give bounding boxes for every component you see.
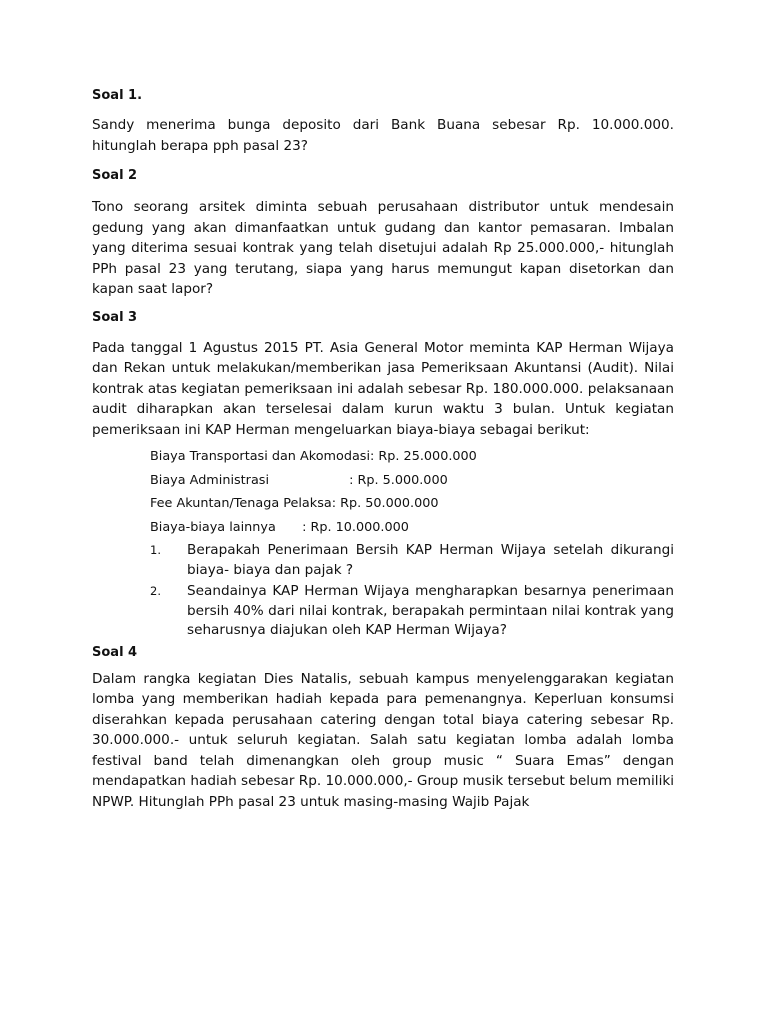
- cost-value: Rp. 50.000.000: [340, 496, 439, 511]
- cost-label: Biaya Transportasi dan Akomodasi:: [150, 449, 375, 464]
- cost-row-administrasi: [150, 469, 674, 493]
- document-page: [92, 86, 674, 812]
- question-number: 1.: [150, 543, 161, 557]
- soal-1-text: Sandy menerima bunga deposito dari Bank Buana sebesar Rp. 10.000.000. hitunglah berapa pph pasal 23?: [92, 117, 674, 154]
- cost-value: : Rp. 10.000.000: [302, 519, 409, 535]
- soal-4-heading: Soal 4: [92, 644, 138, 660]
- soal-2-text: Tono seorang arsitek diminta sebuah perusahaan distributor untuk mendesain gedung yang akan dimanfaatkan untuk gudang dan kantor pemasaran. Imbalan yang diterima sesuai kontrak yang telah disetujui adalah Rp 25.000.000,- hitunglah PPh pasal 23 yang terutang, siapa yang harus memungut kapan disetorkan dan kapan saat lapor?: [92, 199, 674, 297]
- cost-value: : Rp. 5.000.000: [349, 472, 448, 488]
- list-item: [150, 541, 674, 580]
- soal-1-heading: Soal 1.: [92, 88, 143, 103]
- cost-list: [150, 445, 674, 539]
- question-text: Berapakah Penerimaan Bersih KAP Herman Wijaya setelah dikurangi biaya- biaya dan pajak ?: [187, 542, 674, 578]
- soal-2-heading: Soal 2: [92, 168, 138, 183]
- cost-label: Biaya-biaya lainnya: [150, 519, 276, 535]
- soal-3-text: Pada tanggal 1 Agustus 2015 PT. Asia General Motor meminta KAP Herman Wijaya dan Rekan untuk melakukan/memberikan jasa Pemeriksaan Akuntansi (Audit). Nilai kontrak atas kegiatan pemeriksaan ini adalah sebesar Rp. 180.000.000. pelaksanaan audit diharapkan akan terselesai dalam kurun waktu 3 bulan. Untuk kegiatan pemeriksaan ini KAP Herman mengeluarkan biaya-biaya sebagai berikut:: [92, 339, 674, 438]
- list-item: [150, 582, 674, 641]
- cost-label: Fee Akuntan/Tenaga Pelaksa:: [150, 496, 337, 511]
- question-list: [150, 541, 674, 641]
- soal-4-text: Dalam rangka kegiatan Dies Natalis, sebuah kampus menyelenggarakan kegiatan lomba yang memberikan hadiah kepada para pemenangnya. Keperluan konsumsi diserahkan kepada perusahaan catering dengan total biaya catering sebesar Rp. 30.000.000.- untuk seluruh kegiatan. Salah satu kegiatan lomba adalah lomba festival band telah dimenangkan oleh group music “ Suara Emas” dengan mendapatkan hadiah sebesar Rp. 10.000.000,- Group musik tersebut belum memiliki NPWP. Hitunglah PPh pasal 23 untuk masing-masing Wajib Pajak: [92, 670, 674, 810]
- question-number: 2.: [150, 584, 161, 598]
- question-text: Seandainya KAP Herman Wijaya mengharapkan besarnya penerimaan bersih 40% dari nilai kontrak, berapakah permintaan nilai kontrak yang seharusnya diajukan oleh KAP Herman Wijaya?: [187, 583, 674, 638]
- cost-row-fee: [150, 492, 674, 516]
- cost-label: Biaya Administrasi: [150, 472, 270, 488]
- cost-row-transport: [150, 445, 674, 469]
- cost-value: Rp. 25.000.000: [378, 449, 477, 464]
- cost-row-lainnya: [150, 516, 674, 540]
- soal-3-heading: Soal 3: [92, 309, 138, 325]
